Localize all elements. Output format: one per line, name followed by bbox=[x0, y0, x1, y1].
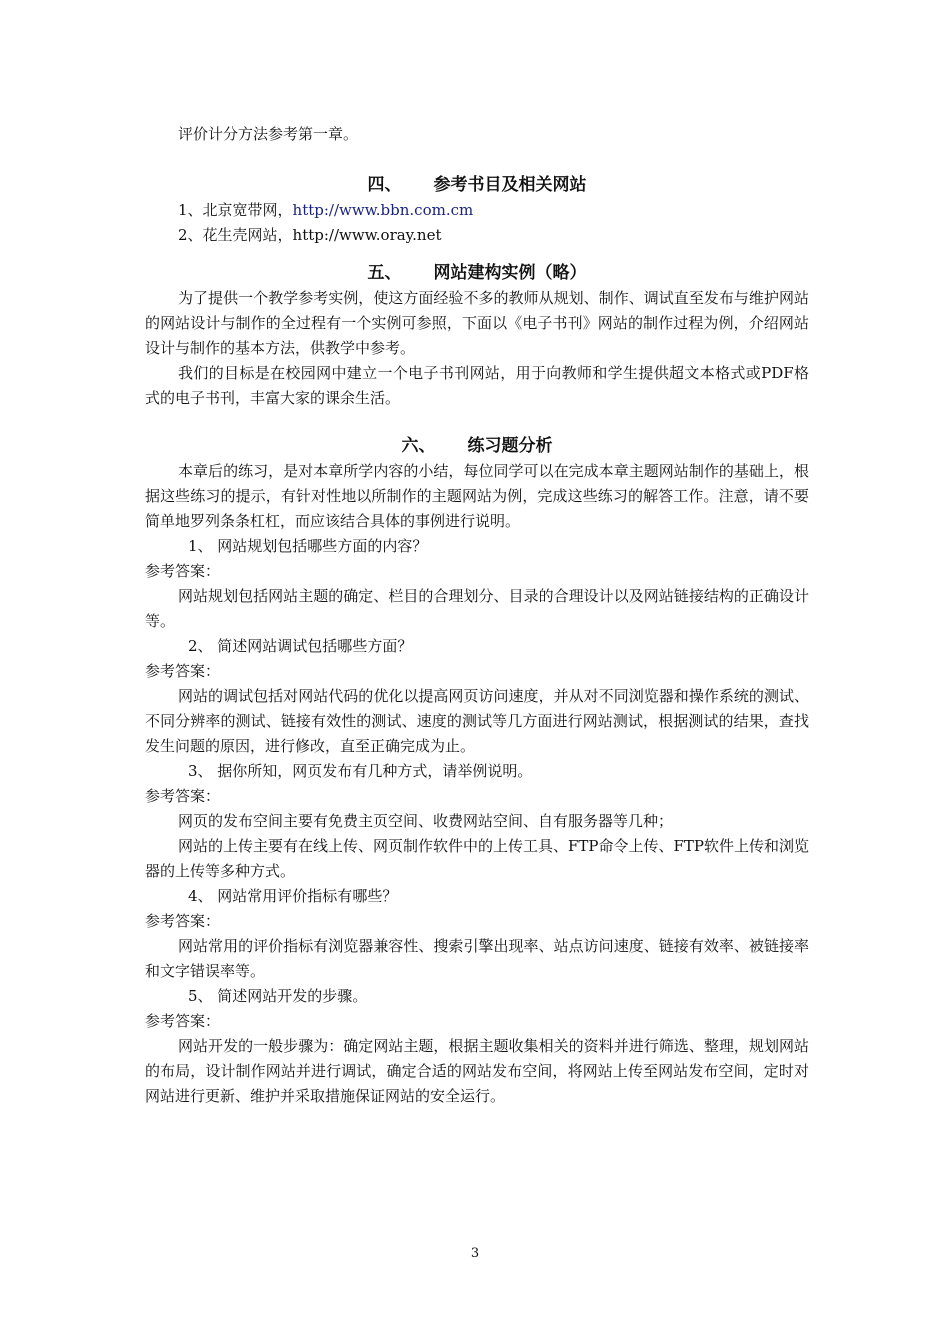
question-5: 5、 简述网站开发的步骤。 bbox=[188, 987, 368, 1005]
reference-item-2 bbox=[145, 223, 809, 248]
question-4: 4、 网站常用评价指标有哪些？ bbox=[188, 887, 398, 905]
section-6-heading bbox=[145, 434, 809, 459]
answer-3a: 网页的发布空间主要有免费主页空间、收费网站空间、自有服务器等几种； bbox=[178, 812, 674, 830]
reference-item-2-label: 2、花生壳网站， bbox=[178, 226, 293, 244]
section-6-number: 六、 bbox=[401, 436, 436, 456]
answer-4: 网站常用的评价指标有浏览器兼容性、搜索引擎出现率、站点访问速度、链接有效率、被链接率和文字错误率等。 bbox=[145, 937, 809, 980]
reference-item-1-url[interactable]: http://www.bbn.com.cm bbox=[292, 201, 474, 219]
section-4-number: 四、 bbox=[367, 175, 402, 195]
question-2: 2、 简述网站调试包括哪些方面？ bbox=[188, 637, 413, 655]
section-5-paragraph-2: 我们的目标是在校园网中建立一个电子书刊网站，用于向教师和学生提供超文本格式或PDF格式的电子书刊，丰富大家的课余生活。 bbox=[145, 364, 809, 407]
answer-label-1: 参考答案： bbox=[145, 562, 221, 580]
answer-1: 网站规划包括网站主题的确定、栏目的合理划分、目录的合理设计以及网站链接结构的正确设计等。 bbox=[145, 587, 809, 630]
question-3: 3、 据你所知，网页发布有几种方式，请举例说明。 bbox=[188, 762, 533, 780]
answer-label-3: 参考答案： bbox=[145, 787, 221, 805]
section-5-number: 五、 bbox=[367, 263, 402, 283]
question-1: 1、 网站规划包括哪些方面的内容？ bbox=[188, 537, 428, 555]
answer-label-5: 参考答案： bbox=[145, 1012, 221, 1030]
answer-3b: 网站的上传主要有在线上传、网页制作软件中的上传工具、FTP命令上传、FTP软件上传和浏览器的上传等多种方式。 bbox=[145, 837, 810, 880]
section-5-title: 网站建构实例（略） bbox=[433, 263, 587, 283]
reference-item-2-url: http://www.oray.net bbox=[292, 226, 442, 244]
answer-5: 网站开发的一般步骤为：确定网站主题，根据主题收集相关的资料并进行筛选、整理，规划网站的布局，设计制作网站并进行调试，确定合适的网站发布空间，将网站上传至网站发布空间，定时对网站进行更新、维护并采取措施保证网站的安全运行。 bbox=[145, 1037, 809, 1105]
section-4-heading bbox=[145, 173, 809, 198]
section-5-paragraph-1: 为了提供一个教学参考实例，使这方面经验不多的教师从规划、制作、调试直至发布与维护网站的网站设计与制作的全过程有一个实例可参照，下面以《电子书刊》网站的制作过程为例，介绍网站设计与制作的基本方法，供教学中参考。 bbox=[145, 289, 809, 357]
page-number: 3 bbox=[470, 1246, 480, 1261]
answer-2: 网站的调试包括对网站代码的优化以提高网页访问速度，并从对不同浏览器和操作系统的测试、不同分辨率的测试、链接有效性的测试、速度的测试等几方面进行网站测试，根据测试的结果，查找发生问题的原因，进行修改，直至正确完成为止。 bbox=[145, 687, 809, 755]
page-content bbox=[145, 122, 809, 1109]
section-5-heading bbox=[145, 261, 809, 286]
section-6-intro: 本章后的练习，是对本章所学内容的小结，每位同学可以在完成本章主题网站制作的基础上，根据这些练习的提示，有针对性地以所制作的主题网站为例，完成这些练习的解答工作。注意，请不要简单地罗列条条杠杠，而应该结合具体的事例进行说明。 bbox=[145, 462, 809, 530]
reference-item-1 bbox=[145, 198, 809, 223]
section-4-title: 参考书目及相关网站 bbox=[433, 175, 587, 195]
intro-paragraph: 评价计分方法参考第一章。 bbox=[178, 125, 359, 143]
section-6-title: 练习题分析 bbox=[467, 436, 553, 456]
answer-label-2: 参考答案： bbox=[145, 662, 221, 680]
answer-label-4: 参考答案： bbox=[145, 912, 221, 930]
reference-item-1-label: 1、北京宽带网， bbox=[178, 201, 293, 219]
